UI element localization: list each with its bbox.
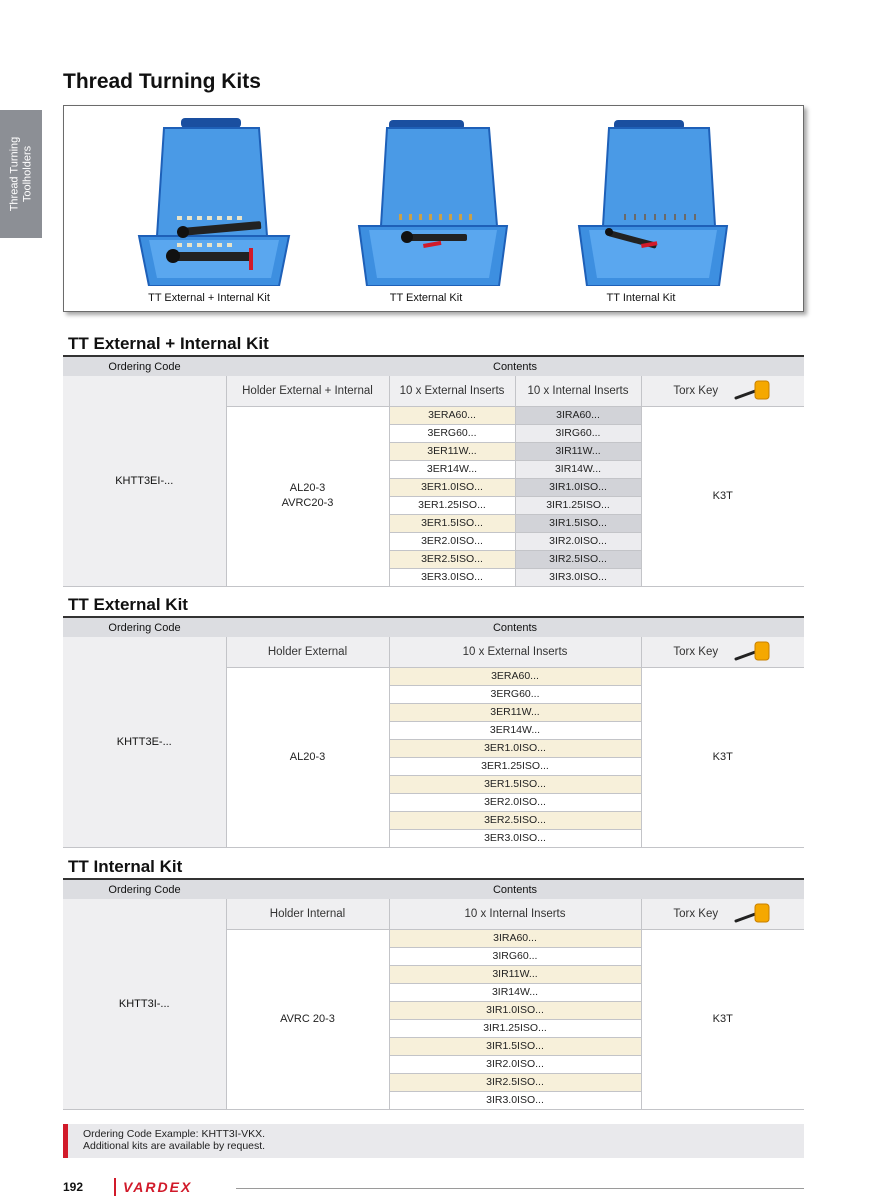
int-inserts-header: 10 x Internal Inserts (389, 899, 641, 929)
ext-insert-cell: 3ERA60... (389, 406, 515, 424)
section-title-ext-int: TT External + Internal Kit (68, 334, 269, 353)
kit-image-ext-int (129, 116, 299, 286)
kits-photo-panel (63, 105, 804, 312)
page-title: Thread Turning Kits (63, 70, 261, 93)
int-insert-cell: 3IR2.0ISO... (515, 532, 641, 550)
int-inserts-header: 10 x Internal Inserts (515, 376, 641, 406)
ext-insert-cell: 3ER2.0ISO... (389, 532, 515, 550)
int-insert-cell: 3IR3.0ISO... (515, 568, 641, 586)
holder-value (226, 406, 389, 586)
torx-key-header (641, 899, 804, 929)
side-tab-line1: Thread Turning (8, 136, 21, 212)
int-insert-cell: 3IR2.0ISO... (389, 1055, 641, 1073)
ext-insert-cell: 3ERA60... (389, 667, 641, 685)
torx-key-icon (734, 902, 772, 926)
holder-value-line2: AVRC20-3 (281, 497, 334, 509)
brand-logo: VARDEX (123, 1179, 193, 1195)
kit-caption-int: TT Internal Kit (606, 292, 676, 304)
ext-inserts-header: 10 x External Inserts (389, 637, 641, 667)
ext-insert-cell: 3ER3.0ISO... (389, 829, 641, 847)
int-insert-cell: 3IR1.25ISO... (515, 496, 641, 514)
ordering-code-header: Ordering Code (63, 879, 226, 899)
int-insert-cell: 3IR14W... (389, 983, 641, 1001)
ext-insert-cell: 3ER2.5ISO... (389, 811, 641, 829)
int-insert-cell: 3IR11W... (515, 442, 641, 460)
ext-insert-cell: 3ER1.5ISO... (389, 514, 515, 532)
holder-header: Holder Internal (226, 899, 389, 929)
kit-table-int (63, 878, 804, 1110)
int-insert-cell: 3IR1.0ISO... (515, 478, 641, 496)
int-insert-cell: 3IR1.5ISO... (389, 1037, 641, 1055)
ordering-code-value: KHTT3I-... (63, 899, 226, 1109)
ordering-code-header: Ordering Code (63, 617, 226, 637)
kit-image-ext (349, 116, 519, 286)
ext-insert-cell: 3ER1.0ISO... (389, 478, 515, 496)
holder-value-line1: AL20-3 (289, 482, 326, 494)
ext-insert-cell: 3ER1.25ISO... (389, 757, 641, 775)
torx-key-label: Torx Key (673, 645, 719, 658)
int-insert-cell: 3IR11W... (389, 965, 641, 983)
int-insert-cell: 3IRG60... (389, 947, 641, 965)
ext-insert-cell: 3ER14W... (389, 721, 641, 739)
contents-header: Contents (226, 879, 804, 899)
ext-insert-cell: 3ER2.5ISO... (389, 550, 515, 568)
ext-insert-cell: 3ER14W... (389, 460, 515, 478)
kit-caption-ext: TT External Kit (389, 292, 463, 304)
torx-key-value: K3T (641, 667, 804, 847)
ordering-code-value: KHTT3E-... (63, 637, 226, 847)
int-insert-cell: 3IR1.25ISO... (389, 1019, 641, 1037)
kit-caption-ext-int: TT External + Internal Kit (148, 292, 270, 304)
kit-table-ext-int (63, 355, 804, 587)
int-insert-cell: 3IR1.0ISO... (389, 1001, 641, 1019)
int-insert-cell: 3IR14W... (515, 460, 641, 478)
footer-rule (236, 1188, 804, 1189)
torx-key-header (641, 376, 804, 406)
holder-value: AVRC 20-3 (226, 929, 389, 1109)
section-title-int: TT Internal Kit (68, 857, 183, 876)
ordering-note (63, 1124, 804, 1158)
section-title-ext: TT External Kit (68, 595, 188, 614)
ext-insert-cell: 3ERG60... (389, 685, 641, 703)
ext-insert-cell: 3ER3.0ISO... (389, 568, 515, 586)
ext-insert-cell: 3ERG60... (389, 424, 515, 442)
holder-value: AL20-3 (226, 667, 389, 847)
ordering-note-line2: Additional kits are available by request. (83, 1140, 266, 1152)
int-insert-cell: 3IR2.5ISO... (515, 550, 641, 568)
ordering-note-line1: Ordering Code Example: KHTT3I-VKX. (83, 1128, 266, 1140)
torx-key-label: Torx Key (673, 907, 719, 920)
ext-insert-cell: 3ER2.0ISO... (389, 793, 641, 811)
ordering-code-header: Ordering Code (63, 356, 226, 376)
ext-insert-cell: 3ER1.0ISO... (389, 739, 641, 757)
int-insert-cell: 3IR1.5ISO... (515, 514, 641, 532)
kit-image-int (569, 116, 739, 286)
ext-inserts-header: 10 x External Inserts (389, 376, 515, 406)
ordering-code-value: KHTT3EI-... (63, 376, 226, 586)
contents-header: Contents (226, 617, 804, 637)
torx-key-icon (734, 379, 772, 403)
torx-key-icon (734, 640, 772, 664)
ext-insert-cell: 3ER1.5ISO... (389, 775, 641, 793)
torx-key-label: Torx Key (673, 384, 719, 397)
kit-table-ext (63, 616, 804, 848)
footer-divider (114, 1178, 116, 1196)
torx-key-value: K3T (641, 406, 804, 586)
page-number: 192 (63, 1180, 84, 1194)
int-insert-cell: 3IRA60... (389, 929, 641, 947)
int-insert-cell: 3IRA60... (515, 406, 641, 424)
torx-key-value: K3T (641, 929, 804, 1109)
torx-key-header (641, 637, 804, 667)
int-insert-cell: 3IR2.5ISO... (389, 1073, 641, 1091)
ext-insert-cell: 3ER11W... (389, 442, 515, 460)
section-side-tab (0, 110, 42, 238)
int-insert-cell: 3IRG60... (515, 424, 641, 442)
side-tab-line2: Toolholders (21, 145, 34, 203)
holder-header: Holder External + Internal (226, 376, 389, 406)
contents-header: Contents (226, 356, 804, 376)
ext-insert-cell: 3ER11W... (389, 703, 641, 721)
holder-header: Holder External (226, 637, 389, 667)
ext-insert-cell: 3ER1.25ISO... (389, 496, 515, 514)
int-insert-cell: 3IR3.0ISO... (389, 1091, 641, 1109)
